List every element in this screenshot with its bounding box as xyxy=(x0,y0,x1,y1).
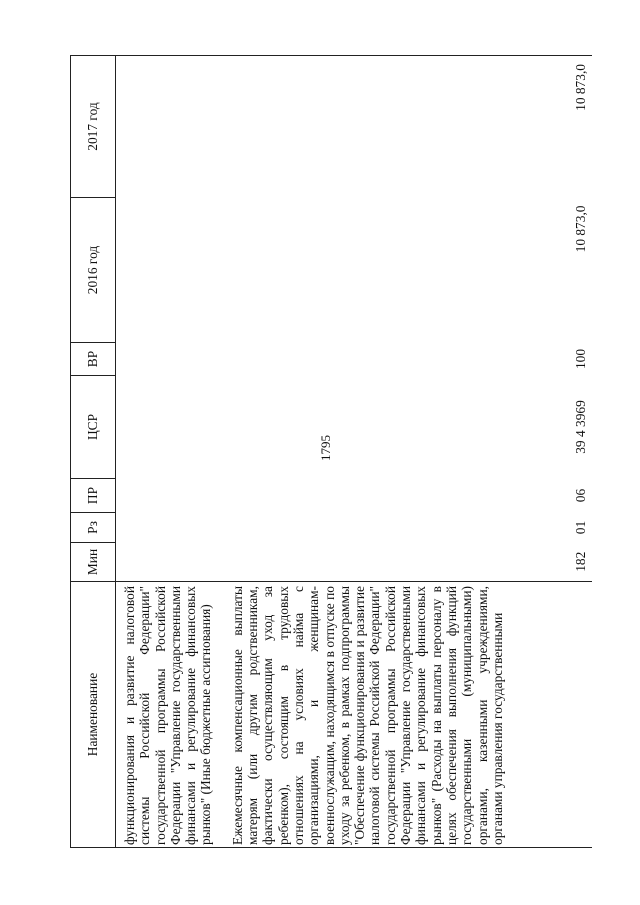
header-vr: ВР xyxy=(71,343,116,376)
row2-2016: 10 873,0 xyxy=(572,205,588,253)
budget-table-sheet xyxy=(70,56,598,848)
row2-min: 182 xyxy=(572,551,588,572)
row2-rz: 01 xyxy=(572,520,588,535)
row2-name: Ежемесячные компенсационные выплаты матерям (или другим родственникам, фактически осуществляющим уход за ребенком), состоящим в трудовых отношениях на условиях найма с организациями, и женщинам-военнослужащим, находящимся в отпуске по уходу за ребенком, в рамках подпрограммы "Обеспечение функционирования и развитие налоговой системы Российской Федерации" государственной программы Российской Федерации "Управление государственными финансами и регулирование финансовых рынков" (Расходы на выплаты персоналу в целях обеспечения выполнения функций государственными (муниципальными) органами, казенными учреждениями, органами управления государственными xyxy=(229,586,505,845)
header-pr: ПР xyxy=(71,479,116,513)
header-2017: 2017 год xyxy=(71,56,116,198)
budget-table xyxy=(70,55,592,848)
header-name: Наименование xyxy=(71,582,116,848)
table-header-row xyxy=(71,56,116,848)
row2-pr: 06 xyxy=(572,488,588,503)
header-min: Мин xyxy=(71,543,116,582)
table-row xyxy=(116,56,593,848)
header-rz: Рз xyxy=(71,513,116,543)
row-name-cell xyxy=(116,582,593,848)
row1-name: функционирования и развитие налоговой системы Российской Федерации" государственной программы Российской Федерации "Управление государственными финансами и регулирование финансовых рынков" (Иные бюджетные ассигнования) xyxy=(122,586,214,845)
page-number: 1795 xyxy=(318,435,333,461)
header-2016: 2016 год xyxy=(71,198,116,343)
row2-csr: 39 4 3969 xyxy=(572,400,588,454)
row2-vr: 100 xyxy=(572,348,588,370)
header-csr: ЦСР xyxy=(71,376,116,479)
row2-2017: 10 873,0 xyxy=(116,56,593,198)
